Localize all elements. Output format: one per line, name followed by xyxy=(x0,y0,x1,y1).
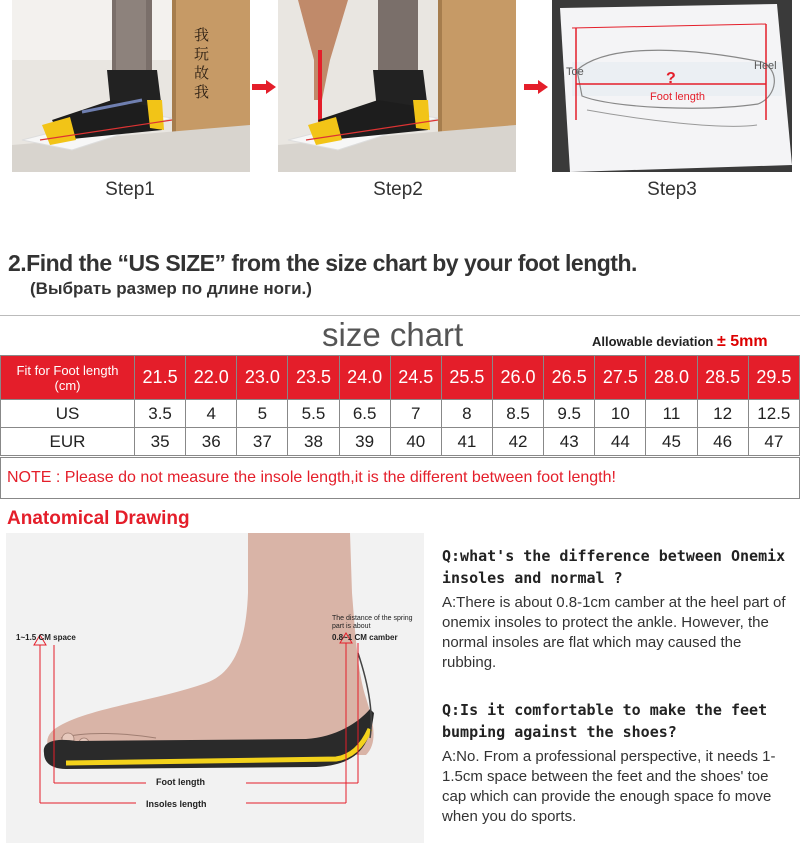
measurement-note xyxy=(0,457,800,499)
us-cell: 12.5 xyxy=(748,400,799,428)
eur-cell: 35 xyxy=(135,428,186,456)
us-cell: 4 xyxy=(186,400,237,428)
qa-block-2 xyxy=(442,699,792,827)
foot-length-row xyxy=(1,356,800,400)
us-cell: 3.5 xyxy=(135,400,186,428)
foot-length-cell: 27.5 xyxy=(595,356,646,400)
us-cell: 8 xyxy=(441,400,492,428)
camber-label: 0.8~1 CM camber xyxy=(332,633,398,642)
arrow-right-icon xyxy=(252,80,276,94)
anatomical-drawing xyxy=(6,533,424,843)
foot-length-cell: 23.5 xyxy=(288,356,339,400)
us-cell: 5.5 xyxy=(288,400,339,428)
step1-label: Step1 xyxy=(105,179,155,200)
us-cell: 9.5 xyxy=(544,400,595,428)
foot-length-cell: 21.5 xyxy=(135,356,186,400)
step2-photo xyxy=(278,0,516,172)
heel-label: Heel xyxy=(754,60,777,72)
foot-length-cell: 24.5 xyxy=(390,356,441,400)
eur-cell: 40 xyxy=(390,428,441,456)
us-cell: 7 xyxy=(390,400,441,428)
eur-cell: 41 xyxy=(441,428,492,456)
us-cell: 11 xyxy=(646,400,697,428)
answer-1: A:There is about 0.8-1cm camber at the heel part of onemix insoles to protect the ankle. However, the normal insoles are flat which may caused the rubbing. xyxy=(442,594,786,671)
eur-cell: 44 xyxy=(595,428,646,456)
step1-photo xyxy=(12,0,250,172)
eur-size-row xyxy=(1,428,800,456)
deviation-value: ± 5mm xyxy=(716,333,768,350)
foot-length-cell: 28.5 xyxy=(697,356,748,400)
question-2: Q:Is it comfortable to make the feet bumping against the shoes? xyxy=(442,701,768,741)
foot-length-cell: 24.0 xyxy=(339,356,390,400)
question-mark: ? xyxy=(666,70,676,87)
eur-cell: 36 xyxy=(186,428,237,456)
foot-length-cell: 25.5 xyxy=(441,356,492,400)
toe-label: Toe xyxy=(566,66,584,78)
spring-label-line2: part is about xyxy=(332,623,371,630)
foot-length-cell: 22.0 xyxy=(186,356,237,400)
eur-cell: 42 xyxy=(492,428,543,456)
step2-label: Step2 xyxy=(373,179,423,200)
eur-cell: 37 xyxy=(237,428,288,456)
foot-length-label: Foot length xyxy=(650,91,706,103)
foot-length-cell: 28.0 xyxy=(646,356,697,400)
us-header: US xyxy=(1,400,135,428)
us-cell: 5 xyxy=(237,400,288,428)
box-text: 我 玩 故 我 xyxy=(194,26,210,101)
size-chart-title-row xyxy=(0,315,800,355)
eur-cell: 38 xyxy=(288,428,339,456)
question-1: Q:what's the difference between Onemix insoles and normal ? xyxy=(442,547,786,587)
instruction-heading: 2.Find the “US SIZE” from the size chart by your foot length. xyxy=(8,250,637,276)
eur-cell: 47 xyxy=(748,428,799,456)
eur-cell: 45 xyxy=(646,428,697,456)
foot-length-cell: 26.5 xyxy=(544,356,595,400)
spring-label-line1: The distance of the spring xyxy=(332,615,413,622)
eur-cell: 43 xyxy=(544,428,595,456)
answer-2: A:No. From a professional perspective, it needs 1-1.5cm space between the feet and the shoes' toe cap which can provide the enough space fo move when you do sports. xyxy=(442,748,776,825)
note-text: NOTE : Please do not measure the insole length,it is the different between foot length! xyxy=(7,469,616,486)
us-cell: 8.5 xyxy=(492,400,543,428)
step3-photo xyxy=(552,0,792,172)
instruction-subheading: (Выбрать размер по длине ноги.) xyxy=(30,279,312,298)
size-chart-title: size chart xyxy=(322,316,464,353)
allowable-deviation xyxy=(592,333,768,351)
foot-length-cell: 29.5 xyxy=(748,356,799,400)
us-size-row xyxy=(1,400,800,428)
foot-length-cell: 26.0 xyxy=(492,356,543,400)
foot-length-cell: 23.0 xyxy=(237,356,288,400)
us-cell: 10 xyxy=(595,400,646,428)
deviation-label: Allowable deviation xyxy=(592,334,714,349)
anatomical-title: Anatomical Drawing xyxy=(7,508,190,529)
eur-header: EUR xyxy=(1,428,135,456)
steps-row xyxy=(0,0,800,210)
foot-length-header: Fit for Foot length (cm) xyxy=(1,356,135,400)
arrow-right-icon xyxy=(524,80,548,94)
foot-length-dimension: Foot length xyxy=(156,777,205,787)
us-cell: 6.5 xyxy=(339,400,390,428)
space-label: 1~1.5 CM space xyxy=(16,633,76,642)
eur-cell: 39 xyxy=(339,428,390,456)
size-chart-table xyxy=(0,355,800,456)
insole-length-dimension: Insoles length xyxy=(146,799,207,809)
us-cell: 12 xyxy=(697,400,748,428)
step3-label: Step3 xyxy=(647,179,697,200)
eur-cell: 46 xyxy=(697,428,748,456)
qa-block-1 xyxy=(442,545,792,673)
